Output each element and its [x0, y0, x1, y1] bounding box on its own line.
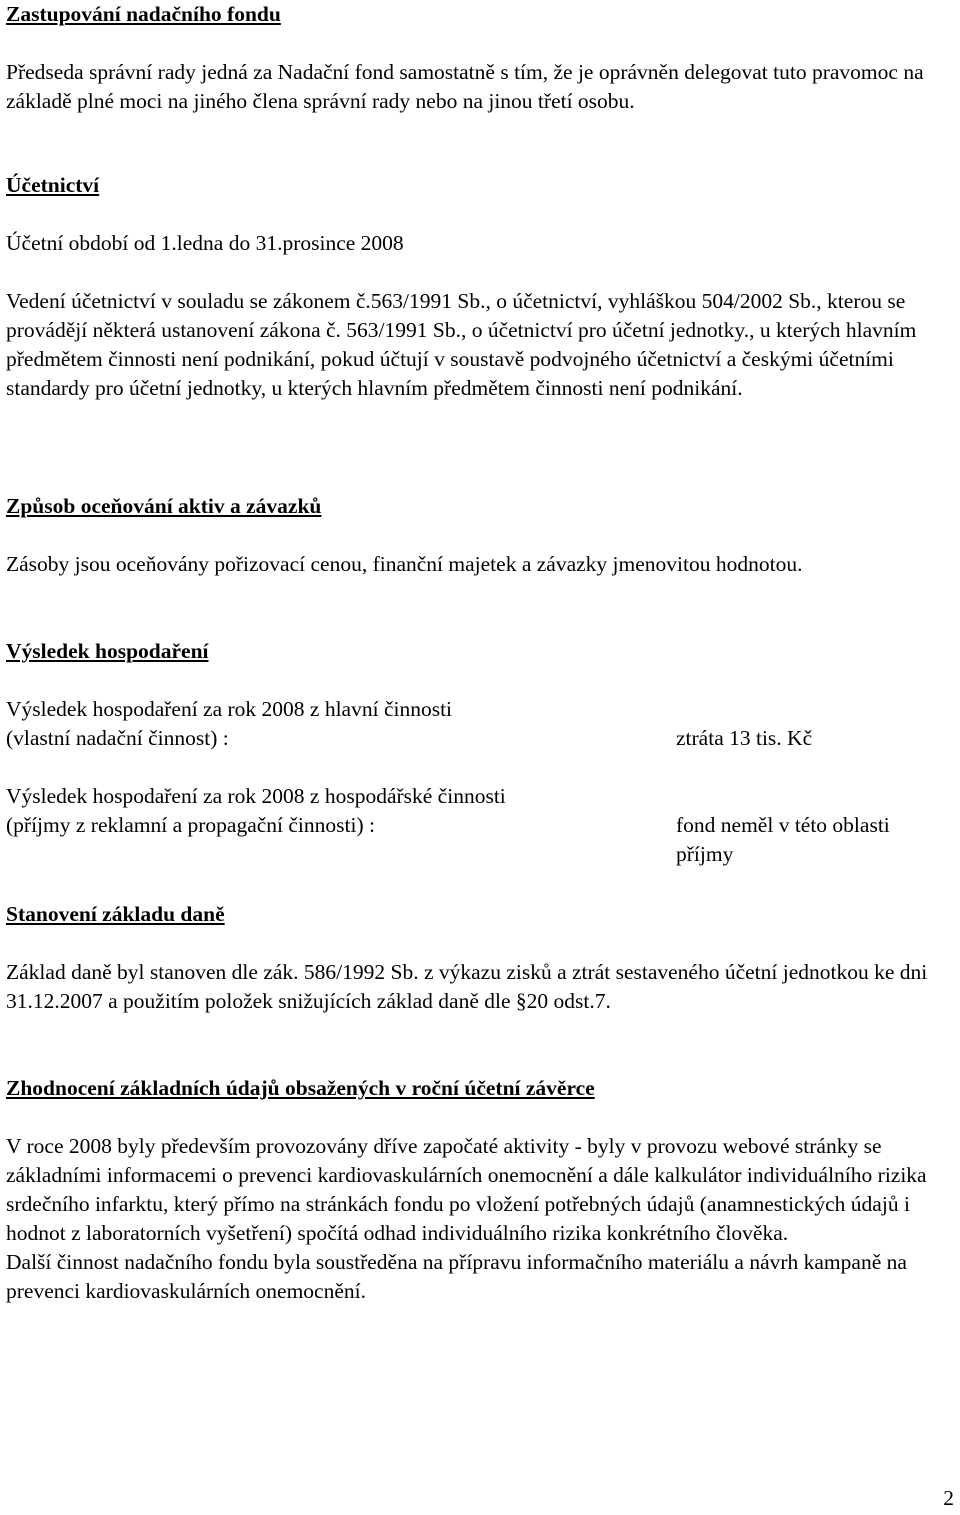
- result-economic-value-line2: příjmy: [676, 842, 734, 866]
- accounting-period: Účetní období od 1.ledna do 31.prosince 2008: [6, 231, 404, 255]
- heading-accounting: Účetnictví: [6, 173, 100, 197]
- accounting-text: Vedení účetnictví v souladu se zákonem č.563/1991 Sb., o účetnictví, vyhláškou 504/2002 Sb., kterou se provádějí některá ustanovení zákona č. 563/1991 Sb., o účetnictví pro účetní jednotky., u kterých hlavním předmětem činnosti není podnikání, pokud účtují v soustavě podvojného účetnictví a českými účetními standardy pro účetní jednotky, u kterých hlavním předmětem činnosti není podnikání.: [6, 289, 917, 400]
- result-economic-label-line2: (příjmy z reklamní a propagační činnosti) :: [6, 813, 375, 837]
- section-tax: [6, 900, 956, 1016]
- section-representation: [6, 0, 956, 116]
- section-valuation: [6, 492, 956, 579]
- valuation-text: Zásoby jsou oceňovány pořizovací cenou, finanční majetek a závazky jmenovitou hodnotou.: [6, 552, 803, 576]
- heading-evaluation: Zhodnocení základních údajů obsažených v roční účetní závěrce: [6, 1076, 595, 1100]
- result-main-value: ztráta 13 tis. Kč: [676, 726, 813, 750]
- evaluation-paragraph-1: V roce 2008 byly především provozovány dříve započaté aktivity - byly v provozu webové stránky se základními informacemi o prevenci kardiovaskulárních onemocnění a dále kalkulátor individuálního rizika srdečního infarktu, který přímo na stránkách fondu po vložení potřebných údajů (anamnestických údajů i hodnot z laboratorních vyšetření) spočítá odhad individuálního rizika konkrétního člověka.: [6, 1134, 927, 1245]
- result-economic-label-line1: Výsledek hospodaření za rok 2008 z hospodářské činnosti: [6, 784, 506, 808]
- result-economic-row: [6, 782, 956, 869]
- section-evaluation: [6, 1074, 956, 1306]
- result-economic-value-line1: fond neměl v této oblasti: [676, 813, 890, 837]
- heading-result: Výsledek hospodaření: [6, 639, 209, 663]
- result-economic-label: [6, 782, 676, 840]
- heading-valuation: Způsob oceňování aktiv a závazků: [6, 494, 322, 518]
- result-main-value-cell: [676, 695, 956, 753]
- section-result: [6, 637, 956, 869]
- evaluation-paragraph-2: Další činnost nadačního fondu byla soustředěna na přípravu informačního materiálu a návrh kampaně na prevenci kardiovaskulárních onemocnění.: [6, 1250, 907, 1303]
- page-number: 2: [943, 1486, 954, 1510]
- result-main-row: [6, 695, 956, 753]
- section-accounting: [6, 171, 956, 403]
- result-main-label-line1: Výsledek hospodaření za rok 2008 z hlavní činnosti: [6, 697, 453, 721]
- result-main-label: [6, 695, 676, 753]
- heading-representation: Zastupování nadačního fondu: [6, 2, 281, 26]
- tax-text: Základ daně byl stanoven dle zák. 586/1992 Sb. z výkazu zisků a ztrát sestaveného účetní jednotkou ke dni 31.12.2007 a použitím položek snižujících základ daně dle §20 odst.7.: [6, 960, 928, 1013]
- result-main-label-line2: (vlastní nadační činnost) :: [6, 726, 229, 750]
- result-economic-value-cell: [676, 782, 956, 869]
- heading-tax: Stanovení základu daně: [6, 902, 225, 926]
- representation-text: Předseda správní rady jedná za Nadační fond samostatně s tím, že je oprávněn delegovat tuto pravomoc na základě plné moci na jiného člena správní rady nebo na jinou třetí osobu.: [6, 60, 924, 113]
